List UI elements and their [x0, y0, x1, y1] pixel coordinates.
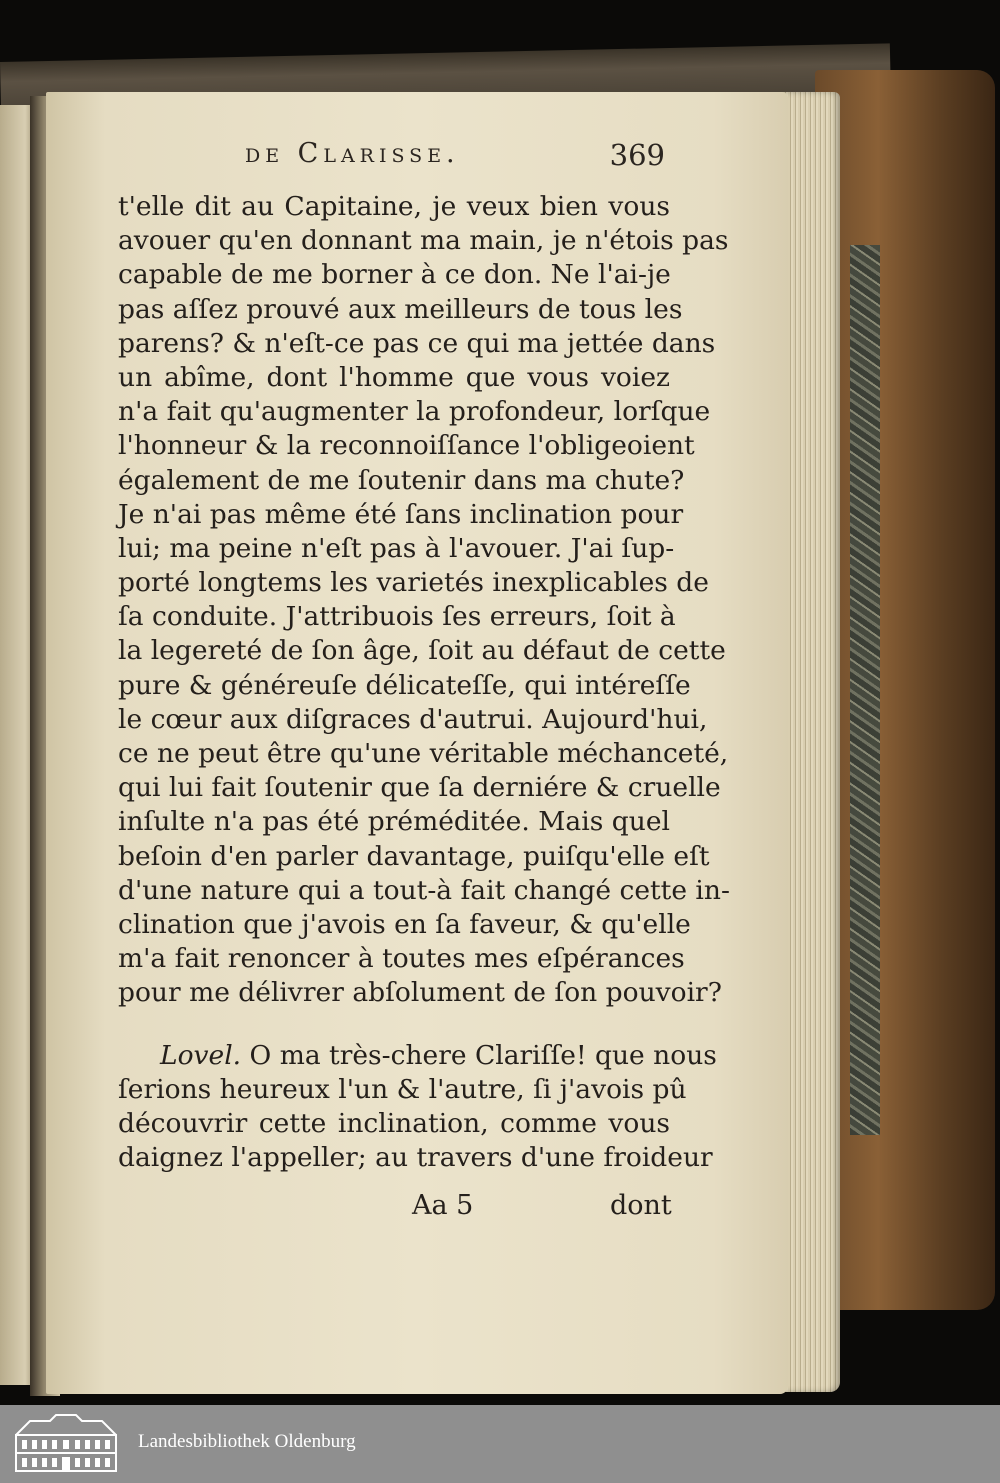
- text-line: [118, 1039, 717, 1073]
- text-line: inſulte n'a pas été préméditée. Mais quel: [118, 806, 670, 838]
- book-cover-right-edge: [815, 70, 995, 1310]
- body-text: [118, 190, 730, 1175]
- text-line: clination que j'avois en ſa faveur, & qu'elle: [118, 908, 691, 940]
- marbled-board: [850, 245, 880, 1135]
- text-line: découvrir cette inclination, comme vous: [118, 1107, 670, 1139]
- text-line: qui lui fait ſoutenir que ſa derniére & cruelle: [118, 772, 721, 804]
- text-line: beſoin d'en parler davantage, puiſqu'elle eſt: [118, 840, 710, 872]
- text-line: l'honneur & la reconnoiſſance l'obligeoient: [118, 430, 695, 462]
- text-line: d'une nature qui a tout-à fait changé cette in-: [118, 874, 730, 906]
- text-line: également de me ſoutenir dans ma chute?: [118, 464, 685, 496]
- speaker-name: Lovel.: [160, 1039, 242, 1071]
- text-line: la legereté de ſon âge, ſoit au défaut de cette: [118, 635, 726, 667]
- text-line: ce ne peut être qu'une véritable méchanceté,: [118, 738, 729, 769]
- text-line: pure & généreuſe délicateſſe, qui intéreſſe: [118, 669, 691, 701]
- page-number: 369: [609, 138, 665, 172]
- text-line: m'a fait renoncer à toutes mes eſpérances: [118, 943, 685, 975]
- text-line: porté longtems les varietés inexplicables de: [118, 567, 709, 599]
- text-line: un abîme, dont l'homme que vous voiez: [118, 361, 670, 393]
- text-line: daignez l'appeller; au travers d'une froideur: [118, 1142, 713, 1174]
- text-line: pour me délivrer abſolument de ſon pouvoir?: [118, 977, 722, 1009]
- catchword: dont: [610, 1190, 672, 1221]
- library-building-icon: [10, 1413, 122, 1475]
- text-line: avouer qu'en donnant ma main, je n'étois pas: [118, 225, 729, 257]
- text-line: parens? & n'eſt-ce pas ce qui ma jettée dans: [118, 327, 716, 359]
- text-line: pas aſſez prouvé aux meilleurs de tous les: [118, 293, 683, 325]
- text-line: le cœur aux diſgraces d'autrui. Aujourd'hui,: [118, 703, 708, 735]
- paragraph-break: [118, 1011, 670, 1039]
- text-line: t'elle dit au Capitaine, je veux bien vous: [118, 191, 670, 222]
- text-line: lui; ma peine n'eſt pas à l'avouer. J'ai ſup-: [118, 532, 675, 564]
- text-line: Je n'ai pas même été ſans inclination pour: [118, 498, 684, 530]
- text-line: ſerions heureux l'un & l'autre, ſi j'avois pû: [118, 1073, 687, 1105]
- signature-mark: Aa 5: [412, 1190, 474, 1221]
- speaker-line: O ma très-chere Clariſſe! que nous: [249, 1039, 717, 1071]
- text-line: capable de me borner à ce don. Ne l'ai-je: [118, 259, 671, 291]
- text-line: n'a fait qu'augmenter la profondeur, lorſque: [118, 396, 711, 428]
- library-name: Landesbibliothek Oldenburg: [138, 1431, 356, 1452]
- library-footer: [0, 1405, 1000, 1483]
- running-title: de Clarisse.: [245, 138, 460, 169]
- page-header: [245, 138, 665, 178]
- text-line: ſa conduite. J'attribuois ſes erreurs, ſoit à: [118, 601, 676, 633]
